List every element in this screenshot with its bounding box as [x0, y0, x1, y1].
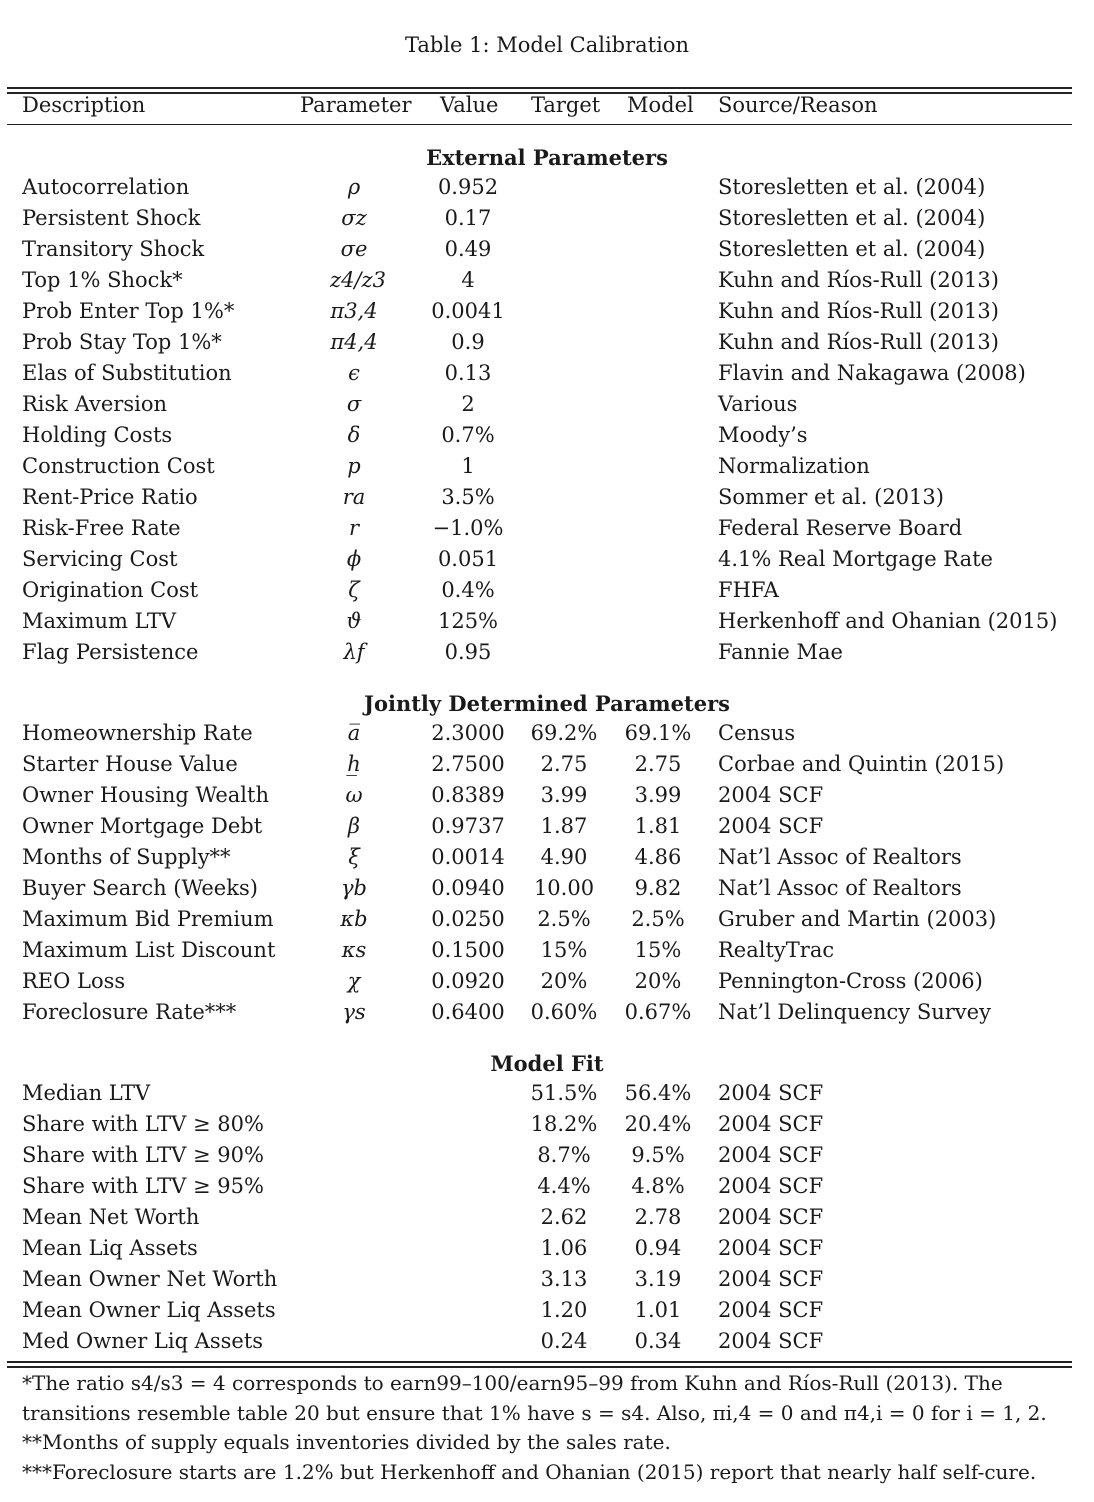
- cell-description: Share with LTV ≥ 90%: [22, 1143, 264, 1167]
- cell-source: Nat’l Delinquency Survey: [718, 1000, 991, 1024]
- cell-value: 4: [461, 268, 475, 292]
- table-row: [0, 1327, 1094, 1358]
- cell-source: Fannie Mae: [718, 640, 843, 664]
- cell-description: Owner Housing Wealth: [22, 783, 269, 807]
- cell-parameter: β: [347, 814, 361, 838]
- cell-value: 0.7%: [441, 423, 495, 447]
- cell-parameter: r: [348, 516, 360, 540]
- cell-model: 1.01: [634, 1298, 682, 1322]
- cell-value: 0.952: [437, 175, 499, 199]
- cell-parameter: ω: [345, 783, 363, 807]
- cell-value: 0.0920: [431, 969, 505, 993]
- cell-description: Foreclosure Rate***: [22, 1000, 237, 1024]
- cell-description: Risk Aversion: [22, 392, 168, 416]
- cell-value: 0.0041: [431, 299, 505, 323]
- table-row: [0, 297, 1094, 328]
- cell-model: 2.5%: [631, 907, 685, 931]
- table-row: [0, 843, 1094, 874]
- cell-model: 2.78: [634, 1205, 682, 1229]
- table-caption: Table 1: Model Calibration: [404, 33, 690, 57]
- table-row: [0, 638, 1094, 669]
- table-row: [0, 483, 1094, 514]
- cell-description: Homeownership Rate: [22, 721, 253, 745]
- cell-source: 2004 SCF: [718, 814, 824, 838]
- table-row: [0, 173, 1094, 204]
- cell-source: Corbae and Quintin (2015): [718, 752, 1005, 776]
- cell-description: Mean Net Worth: [22, 1205, 200, 1229]
- cell-value: 1: [461, 454, 475, 478]
- cell-target: 20%: [540, 969, 588, 993]
- cell-value: 0.13: [444, 361, 492, 385]
- cell-model: 0.34: [634, 1329, 682, 1353]
- header-parameter: Parameter: [300, 93, 412, 117]
- cell-target: 1.06: [540, 1236, 588, 1260]
- table-row: [0, 266, 1094, 297]
- cell-value: 0.051: [437, 547, 499, 571]
- cell-source: Gruber and Martin (2003): [718, 907, 997, 931]
- cell-source: 2004 SCF: [718, 1298, 824, 1322]
- cell-parameter: ϑ: [346, 609, 362, 633]
- cell-source: RealtyTrac: [718, 938, 835, 962]
- cell-description: Construction Cost: [22, 454, 215, 478]
- cell-source: Herkenhoff and Ohanian (2015): [718, 609, 1058, 633]
- table-row: [0, 874, 1094, 905]
- cell-parameter: κs: [341, 938, 367, 962]
- footnote-1-line-1: *The ratio s4/s3 = 4 corresponds to earn99–100/earn95–99 from Kuhn and Ríos-Rull (2013). The: [22, 1371, 1003, 1395]
- cell-model: 2.75: [634, 752, 682, 776]
- cell-source: 2004 SCF: [718, 1143, 824, 1167]
- cell-parameter: δ: [347, 423, 361, 447]
- cell-source: Pennington-Cross (2006): [718, 969, 983, 993]
- table-row: [0, 936, 1094, 967]
- cell-parameter: a̅: [347, 721, 361, 745]
- cell-parameter: γs: [342, 1000, 366, 1024]
- header-description: Description: [22, 93, 146, 117]
- cell-source: Storesletten et al. (2004): [718, 175, 986, 199]
- cell-model: 9.82: [634, 876, 682, 900]
- cell-value: 0.95: [444, 640, 492, 664]
- cell-model: 69.1%: [624, 721, 692, 745]
- table-row: [0, 998, 1094, 1029]
- cell-model: 20.4%: [624, 1112, 692, 1136]
- bottom-rule: [7, 1361, 1072, 1363]
- cell-description: Maximum Bid Premium: [22, 907, 274, 931]
- cell-parameter: ξ: [348, 845, 360, 869]
- cell-description: Mean Owner Net Worth: [22, 1267, 278, 1291]
- top-rule: [7, 87, 1072, 89]
- cell-parameter: ra: [342, 485, 366, 509]
- cell-source: Flavin and Nakagawa (2008): [718, 361, 1026, 385]
- section-title-external: External Parameters: [426, 145, 668, 170]
- header-model: Model: [627, 93, 694, 117]
- cell-value: 2: [461, 392, 475, 416]
- cell-parameter: π4,4: [330, 330, 378, 354]
- cell-parameter: ϕ: [346, 547, 362, 571]
- table-row: [0, 750, 1094, 781]
- cell-value: 125%: [437, 609, 499, 633]
- table-row: [0, 1296, 1094, 1327]
- cell-source: 2004 SCF: [718, 1112, 824, 1136]
- cell-description: Share with LTV ≥ 95%: [22, 1174, 264, 1198]
- cell-description: Buyer Search (Weeks): [22, 876, 258, 900]
- table-row: [0, 390, 1094, 421]
- cell-description: Mean Owner Liq Assets: [22, 1298, 276, 1322]
- footnote-3: ***Foreclosure starts are 1.2% but Herkenhoff and Ohanian (2015) report that nearly half self-cure.: [22, 1459, 1037, 1484]
- footnote-2: **Months of supply equals inventories divided by the sales rate.: [22, 1430, 671, 1454]
- cell-source: Storesletten et al. (2004): [718, 206, 986, 230]
- cell-parameter: κb: [340, 907, 368, 931]
- cell-value: 0.49: [444, 237, 492, 261]
- cell-description: Rent-Price Ratio: [22, 485, 198, 509]
- table-row: [0, 1265, 1094, 1296]
- cell-source: 2004 SCF: [718, 1174, 824, 1198]
- cell-source: Nat’l Assoc of Realtors: [718, 845, 962, 869]
- cell-description: Elas of Substitution: [22, 361, 232, 385]
- cell-source: Various: [718, 392, 798, 416]
- cell-description: Holding Costs: [22, 423, 173, 447]
- cell-source: Nat’l Assoc of Realtors: [718, 876, 962, 900]
- header-source: Source/Reason: [718, 93, 878, 117]
- cell-target: 0.24: [540, 1329, 588, 1353]
- table-row: [0, 812, 1094, 843]
- table-row: [0, 576, 1094, 607]
- cell-source: Normalization: [718, 454, 870, 478]
- cell-target: 69.2%: [530, 721, 598, 745]
- cell-model: 3.99: [634, 783, 682, 807]
- cell-source: 2004 SCF: [718, 783, 824, 807]
- cell-source: Kuhn and Ríos-Rull (2013): [718, 299, 999, 323]
- cell-parameter: λf: [343, 640, 365, 664]
- cell-value: 0.4%: [441, 578, 495, 602]
- cell-parameter: σ: [346, 392, 362, 416]
- table-header-row: [0, 93, 1094, 123]
- cell-value: 0.8389: [431, 783, 505, 807]
- cell-description: Persistent Shock: [22, 206, 201, 230]
- cell-value: −1.0%: [432, 516, 504, 540]
- cell-source: Sommer et al. (2013): [718, 485, 944, 509]
- cell-target: 51.5%: [530, 1081, 598, 1105]
- cell-target: 8.7%: [537, 1143, 591, 1167]
- cell-value: 0.17: [444, 206, 492, 230]
- cell-description: Top 1% Shock*: [22, 268, 183, 292]
- cell-description: Starter House Value: [22, 752, 238, 776]
- table-row: [0, 545, 1094, 576]
- cell-target: 1.87: [540, 814, 588, 838]
- cell-value: 2.7500: [431, 752, 505, 776]
- table-section-joint: [0, 719, 1094, 1029]
- cell-model: 20%: [634, 969, 682, 993]
- cell-description: Prob Enter Top 1%*: [22, 299, 235, 323]
- table-row: [0, 1172, 1094, 1203]
- table-row: [0, 1079, 1094, 1110]
- table-row: [0, 781, 1094, 812]
- cell-source: 2004 SCF: [718, 1081, 824, 1105]
- cell-target: 3.13: [540, 1267, 588, 1291]
- table-row: [0, 452, 1094, 483]
- cell-target: 0.60%: [530, 1000, 598, 1024]
- table-row: [0, 235, 1094, 266]
- cell-model: 9.5%: [631, 1143, 685, 1167]
- cell-description: Risk-Free Rate: [22, 516, 181, 540]
- cell-source: 2004 SCF: [718, 1329, 824, 1353]
- cell-source: 4.1% Real Mortgage Rate: [718, 547, 993, 571]
- cell-description: Median LTV: [22, 1081, 151, 1105]
- cell-model: 3.19: [634, 1267, 682, 1291]
- cell-value: 2.3000: [431, 721, 505, 745]
- cell-value: 0.0250: [431, 907, 505, 931]
- cell-target: 15%: [540, 938, 588, 962]
- table-row: [0, 359, 1094, 390]
- cell-target: 2.5%: [537, 907, 591, 931]
- table-row: [0, 719, 1094, 750]
- footnote-1-line-2: transitions resemble table 20 but ensure that 1% have s = s4. Also, πi,4 = 0 and π4,i = 0 for i = 1, 2.: [22, 1400, 1047, 1425]
- cell-description: Flag Persistence: [22, 640, 199, 664]
- table-row: [0, 967, 1094, 998]
- cell-description: Autocorrelation: [22, 175, 190, 199]
- cell-description: Maximum List Discount: [22, 938, 276, 962]
- cell-parameter: ζ: [348, 578, 360, 602]
- cell-description: REO Loss: [22, 969, 126, 993]
- header-value: Value: [440, 93, 499, 117]
- cell-model: 1.81: [634, 814, 682, 838]
- cell-description: Owner Mortgage Debt: [22, 814, 263, 838]
- section-title-joint: Jointly Determined Parameters: [364, 691, 730, 716]
- cell-value: 0.9: [451, 330, 485, 354]
- cell-target: 4.90: [540, 845, 588, 869]
- cell-model: 4.8%: [631, 1174, 685, 1198]
- cell-parameter: p: [347, 454, 361, 478]
- table-row: [0, 514, 1094, 545]
- cell-model: 4.86: [634, 845, 682, 869]
- cell-target: 18.2%: [530, 1112, 598, 1136]
- table-footnotes: [22, 1369, 1062, 1487]
- cell-source: 2004 SCF: [718, 1236, 824, 1260]
- cell-description: Months of Supply**: [22, 845, 231, 869]
- cell-source: Kuhn and Ríos-Rull (2013): [718, 330, 999, 354]
- cell-value: 3.5%: [441, 485, 495, 509]
- cell-source: Kuhn and Ríos-Rull (2013): [718, 268, 999, 292]
- cell-target: 2.75: [540, 752, 588, 776]
- cell-target: 1.20: [540, 1298, 588, 1322]
- table-row: [0, 1110, 1094, 1141]
- cell-source: 2004 SCF: [718, 1267, 824, 1291]
- cell-parameter: z4/z3: [330, 268, 386, 292]
- cell-parameter: ϵ: [348, 361, 360, 385]
- cell-value: 0.0014: [431, 845, 505, 869]
- table-section-external: [0, 173, 1094, 669]
- table-section-fit: [0, 1079, 1094, 1358]
- cell-target: 2.62: [540, 1205, 588, 1229]
- table-row: [0, 1203, 1094, 1234]
- cell-value: 0.0940: [431, 876, 505, 900]
- cell-description: Transitory Shock: [22, 237, 205, 261]
- cell-model: 0.67%: [624, 1000, 692, 1024]
- bottom-rule-double: [7, 1366, 1072, 1368]
- cell-description: Servicing Cost: [22, 547, 178, 571]
- cell-source: 2004 SCF: [718, 1205, 824, 1229]
- cell-target: 4.4%: [537, 1174, 591, 1198]
- header-target: Target: [531, 93, 601, 117]
- cell-description: Med Owner Liq Assets: [22, 1329, 264, 1353]
- table-row: [0, 607, 1094, 638]
- cell-source: FHFA: [718, 578, 779, 602]
- cell-target: 3.99: [540, 783, 588, 807]
- cell-parameter: σe: [340, 237, 368, 261]
- cell-model: 15%: [634, 938, 682, 962]
- cell-parameter: h̲: [347, 752, 361, 776]
- cell-target: 10.00: [533, 876, 595, 900]
- cell-parameter: ρ: [347, 175, 361, 199]
- table-row: [0, 328, 1094, 359]
- cell-model: 56.4%: [624, 1081, 692, 1105]
- section-title-fit: Model Fit: [490, 1051, 604, 1076]
- cell-parameter: γb: [341, 876, 367, 900]
- cell-source: Census: [718, 721, 796, 745]
- cell-parameter: σz: [341, 206, 367, 230]
- cell-source: Storesletten et al. (2004): [718, 237, 986, 261]
- cell-description: Prob Stay Top 1%*: [22, 330, 222, 354]
- table-row: [0, 905, 1094, 936]
- cell-source: Moody’s: [718, 423, 808, 447]
- table-row: [0, 204, 1094, 235]
- cell-description: Mean Liq Assets: [22, 1236, 198, 1260]
- table-row: [0, 1141, 1094, 1172]
- cell-parameter: χ: [347, 969, 361, 993]
- header-rule: [7, 124, 1072, 125]
- cell-parameter: π3,4: [330, 299, 378, 323]
- table-row: [0, 421, 1094, 452]
- table-row: [0, 1234, 1094, 1265]
- cell-description: Maximum LTV: [22, 609, 177, 633]
- cell-value: 0.1500: [431, 938, 505, 962]
- cell-source: Federal Reserve Board: [718, 516, 963, 540]
- cell-description: Origination Cost: [22, 578, 199, 602]
- cell-description: Share with LTV ≥ 80%: [22, 1112, 264, 1136]
- cell-model: 0.94: [634, 1236, 682, 1260]
- cell-value: 0.6400: [431, 1000, 505, 1024]
- cell-value: 0.9737: [431, 814, 505, 838]
